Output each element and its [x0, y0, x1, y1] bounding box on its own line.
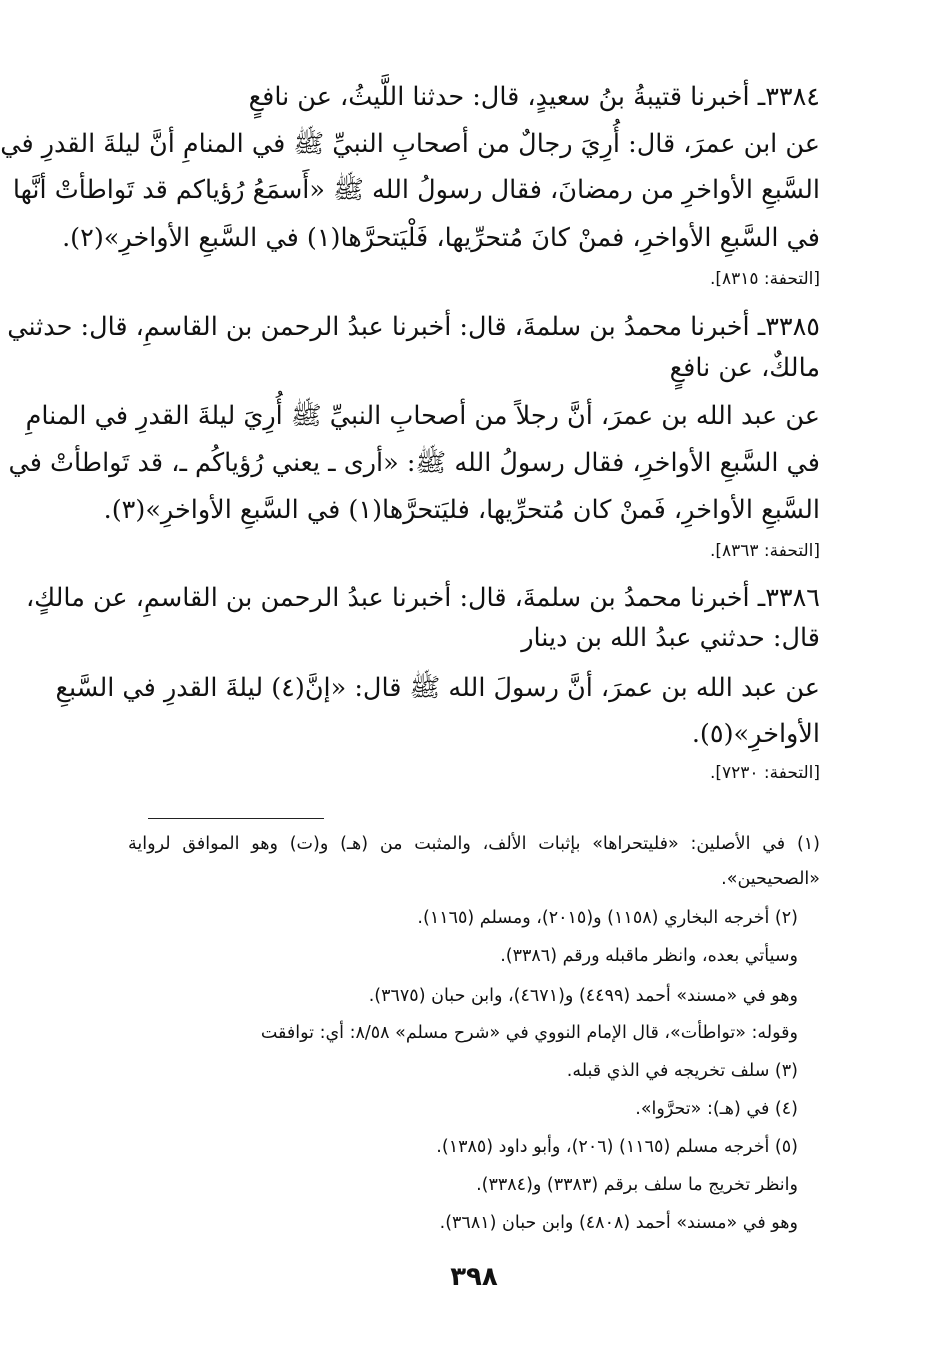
hadith-3386-tuhfa-ref: [التحفة: ٧٢٣٠].: [709, 763, 820, 783]
hadith-3384-text-line-2: السَّبعِ الأواخرِ من رمضانَ، فقال رسولُ الله ﷺ «أَسمَعُ رُؤياكم قد تَواطأتْ أنَّها: [12, 175, 820, 205]
footnote-2-line-2: وسيأتي بعده، وانظر ماقبله ورقم (٣٣٨٦).: [500, 946, 798, 966]
hadith-3386-isnad-line-1: ٣٣٨٦ـ أخبرنا محمدُ بن سلمةَ، قال: أخبرنا عبدُ الرحمن بن القاسمِ، عن مالكٍ،: [25, 583, 820, 613]
hadith-3385-text-line-1: عن عبد الله بن عمرَ، أنَّ رجلاً من أصحابِ النبيِّ ﷺ أُرِيَ ليلةَ القدرِ في المنامِ: [25, 401, 820, 431]
footnote-5-line-2: وانظر تخريج ما سلف برقم (٣٣٨٣) و(٣٣٨٤).: [476, 1175, 798, 1195]
hadith-3386-isnad-line-2: قال: حدثني عبدُ الله بن دينار: [521, 623, 820, 653]
hadith-3384-tuhfa-ref: [التحفة: ٨٣١٥].: [709, 269, 820, 289]
footnote-2-line-1: (٢) أخرجه البخاري (١١٥٨) و(٢٠١٥)، ومسلم (١١٦٥).: [417, 908, 798, 928]
footnote-1-line-1: (١) في الأصلين: «فليتحراها» بإثبات الألف، والمثبت من (هـ) و(ت) وهو الموافق لرواية: [128, 834, 820, 854]
hadith-3385-text-line-2: في السَّبعِ الأواخرِ، فقال رسولُ الله ﷺ: «أرى ـ يعني رُؤياكُم ـ، قد تَواطأتْ في: [8, 448, 820, 478]
hadith-3384-text-line-1: عن ابن عمرَ، قال: أُرِيَ رجالٌ من أصحابِ النبيِّ ﷺ في المنامِ أنَّ ليلةَ القدرِ في: [0, 129, 820, 159]
hadith-3385-isnad-line-2: مالكٌ، عن نافعٍ: [669, 353, 820, 383]
hadith-3386-text-line-1: عن عبد الله بن عمرَ، أنَّ رسولَ الله ﷺ قال: «إنَّ(٤) ليلةَ القدرِ في السَّبعِ: [55, 673, 820, 703]
page-number: ٣٩٨: [450, 1262, 498, 1292]
hadith-3385-tuhfa-ref: [التحفة: ٨٣٦٣].: [709, 541, 820, 561]
footnote-2-line-4: وقوله: «تواطأت»، قال الإمام النووي في «شرح مسلم» ٨/٥٨: أي: توافقت: [260, 1023, 798, 1043]
footnote-5-line-1: (٥) أخرجه مسلم (١١٦٥) (٢٠٦)، وأبو داود (١٣٨٥).: [436, 1137, 798, 1157]
footnote-5-line-3: وهو في «مسند» أحمد (٤٨٠٨) وابن حبان (٣٦٨١).: [439, 1213, 798, 1233]
footnote-4: (٤) في (هـ): «تحرَّوا».: [635, 1099, 798, 1119]
hadith-3386-text-line-2: الأواخرِ»(٥).: [691, 719, 820, 749]
footnote-2-line-3: وهو في «مسند» أحمد (٤٤٩٩) و(٤٦٧١)، وابن حبان (٣٦٧٥).: [368, 986, 798, 1006]
footnote-separator: [148, 818, 324, 819]
hadith-3384-text-line-3: في السَّبعِ الأواخرِ، فمنْ كانَ مُتحرِّيها، فَلْيَتحرَّها(١) في السَّبعِ الأواخرِ»(٢).: [62, 223, 820, 253]
footnote-3: (٣) سلف تخريجه في الذي قبله.: [566, 1061, 798, 1081]
hadith-3384-isnad: ٣٣٨٤ـ أخبرنا قتيبةُ بنُ سعيدٍ، قال: حدثنا اللَّيثُ، عن نافعٍ: [248, 82, 820, 112]
hadith-3385-text-line-3: السَّبعِ الأواخرِ، فَمنْ كان مُتحرِّيها، فليَتحرَّها(١) في السَّبعِ الأواخرِ»(٣).: [103, 495, 820, 525]
hadith-3385-isnad-line-1: ٣٣٨٥ـ أخبرنا محمدُ بن سلمةَ، قال: أخبرنا عبدُ الرحمن بن القاسمِ، قال: حدثني: [7, 312, 820, 342]
footnote-1-line-2: «الصحيحين».: [721, 869, 820, 889]
